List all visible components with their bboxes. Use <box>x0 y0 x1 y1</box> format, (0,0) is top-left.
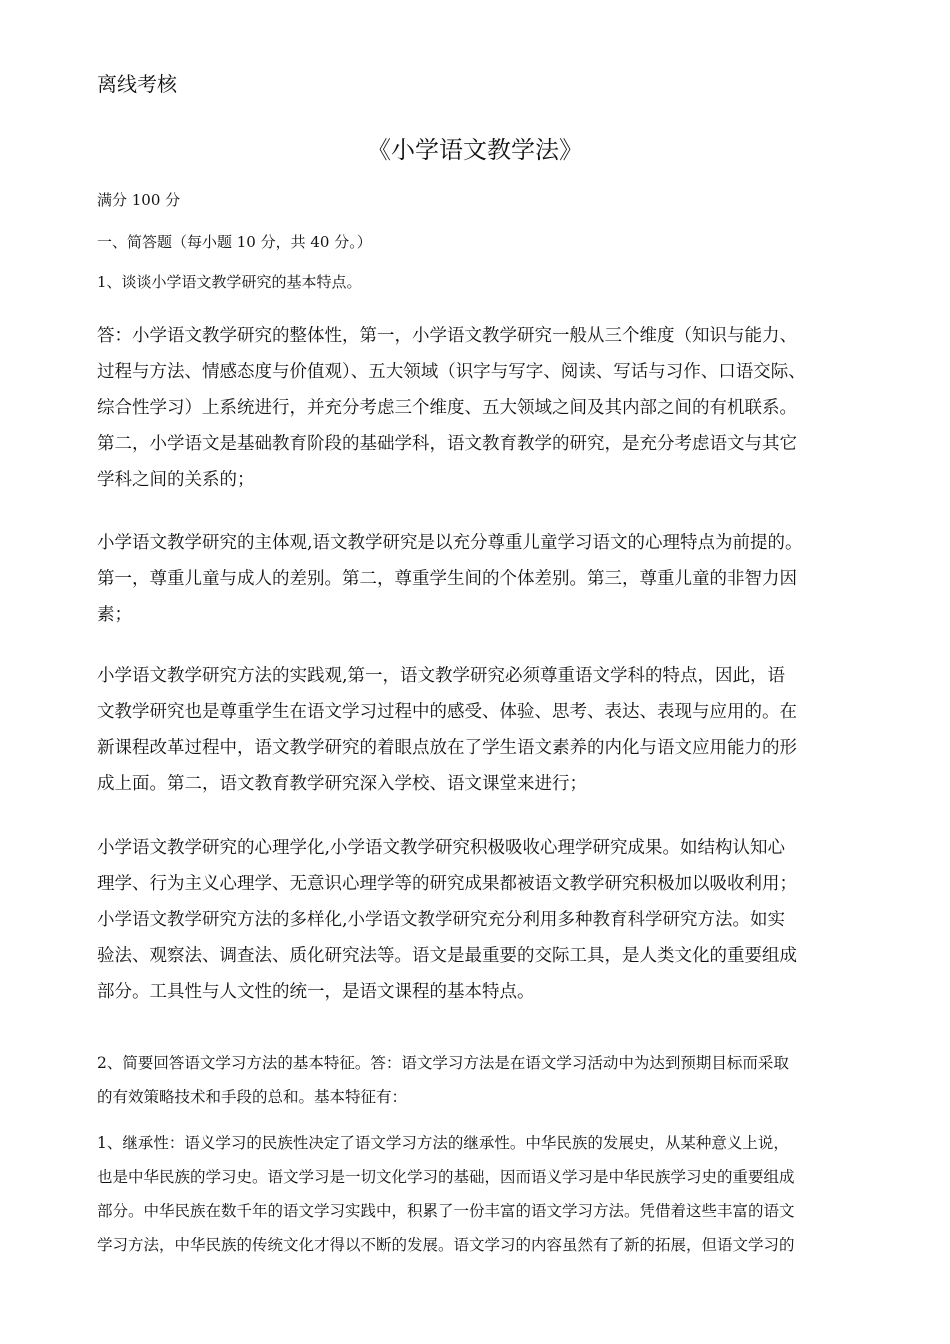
question-2-intro <box>97 1046 872 1114</box>
text-line: 过程与方法、情感态度与价值观）、五大领域（识字与写字、阅读、写话与习作、口语交际、 <box>97 362 806 382</box>
text-line: 成上面。第二，语文教育教学研究深入学校、语文课堂来进行； <box>97 774 587 794</box>
text-line: 文教学研究也是尊重学生在语文学习过程中的感受、体验、思考、表达、表现与应用的。在 <box>97 702 797 722</box>
text-line: 素； <box>97 605 132 625</box>
section-heading: 一、简答题（每小题 10 分，共 40 分。） <box>97 233 372 251</box>
score-line: 满分 100 分 <box>97 191 181 209</box>
answer-1-paragraph-3 <box>97 658 872 802</box>
text-line: 也是中华民族的学习史。语文学习是一切文化学习的基础，因而语义学习是中华民族学习史的重要组成 <box>97 1168 795 1186</box>
text-line: 1、继承性：语义学习的民族性决定了语文学习方法的继承性。中华民族的发展史，从某种意义上说， <box>97 1134 789 1152</box>
text-line: 小学语文教学研究的主体观,语文教学研究是以充分尊重儿童学习语文的心理特点为前提的。 <box>97 533 803 553</box>
text-line: 第二，小学语文是基础教育阶段的基础学科，语文教育教学的研究，是充分考虑语文与其它 <box>97 434 797 454</box>
text-line: 小学语文教学研究方法的实践观,第一，语文教学研究必须尊重语文学科的特点，因此，语 <box>97 666 786 686</box>
text-line: 小学语文教学研究的心理学化,小学语文教学研究积极吸收心理学研究成果。如结构认知心 <box>97 838 786 858</box>
text-line: 学习方法，中华民族的传统文化才得以不断的发展。语文学习的内容虽然有了新的拓展，但语文学习的 <box>97 1236 795 1254</box>
answer-1-paragraph-2 <box>97 525 872 633</box>
text-line: 的有效策略技术和手段的总和。基本特征有： <box>97 1088 408 1106</box>
answer-1-paragraph-4 <box>97 830 872 1010</box>
text-line: 第一，尊重儿童与成人的差别。第二，尊重学生间的个体差别。第三，尊重儿童的非智力因 <box>97 569 797 589</box>
question-2-point-1 <box>97 1126 872 1262</box>
document-title: 《小学语文教学法》 <box>367 136 583 164</box>
text-line: 综合性学习）上系统进行，并充分考虑三个维度、五大领域之间及其内部之间的有机联系。 <box>97 398 797 418</box>
text-line: 理学、行为主义心理学、无意识心理学等的研究成果都被语文教学研究积极加以吸收利用； <box>97 874 797 894</box>
text-line: 部分。中华民族在数千年的语文学习实践中，积累了一份丰富的语文学习方法。凭借着这些丰富的语文 <box>97 1202 795 1220</box>
text-line: 2、简要回答语文学习方法的基本特征。答：语文学习方法是在语文学习活动中为达到预期目标而采取 <box>97 1054 789 1072</box>
text-line: 小学语文教学研究方法的多样化,小学语文教学研究充分利用多种教育科学研究方法。如实 <box>97 910 786 930</box>
text-line: 新课程改革过程中，语文教学研究的着眼点放在了学生语文素养的内化与语文应用能力的形 <box>97 738 797 758</box>
question-1: 1、谈谈小学语文教学研究的基本特点。 <box>97 273 362 291</box>
text-line: 学科之间的关系的； <box>97 470 255 490</box>
header-label: 离线考核 <box>97 72 177 96</box>
answer-1-paragraph-1 <box>97 318 872 498</box>
text-line: 部分。工具性与人文性的统一，是语文课程的基本特点。 <box>97 982 535 1002</box>
text-line: 答：小学语文教学研究的整体性，第一，小学语文教学研究一般从三个维度（知识与能力、 <box>97 326 797 346</box>
text-line: 验法、观察法、调查法、质化研究法等。语文是最重要的交际工具，是人类文化的重要组成 <box>97 946 797 966</box>
